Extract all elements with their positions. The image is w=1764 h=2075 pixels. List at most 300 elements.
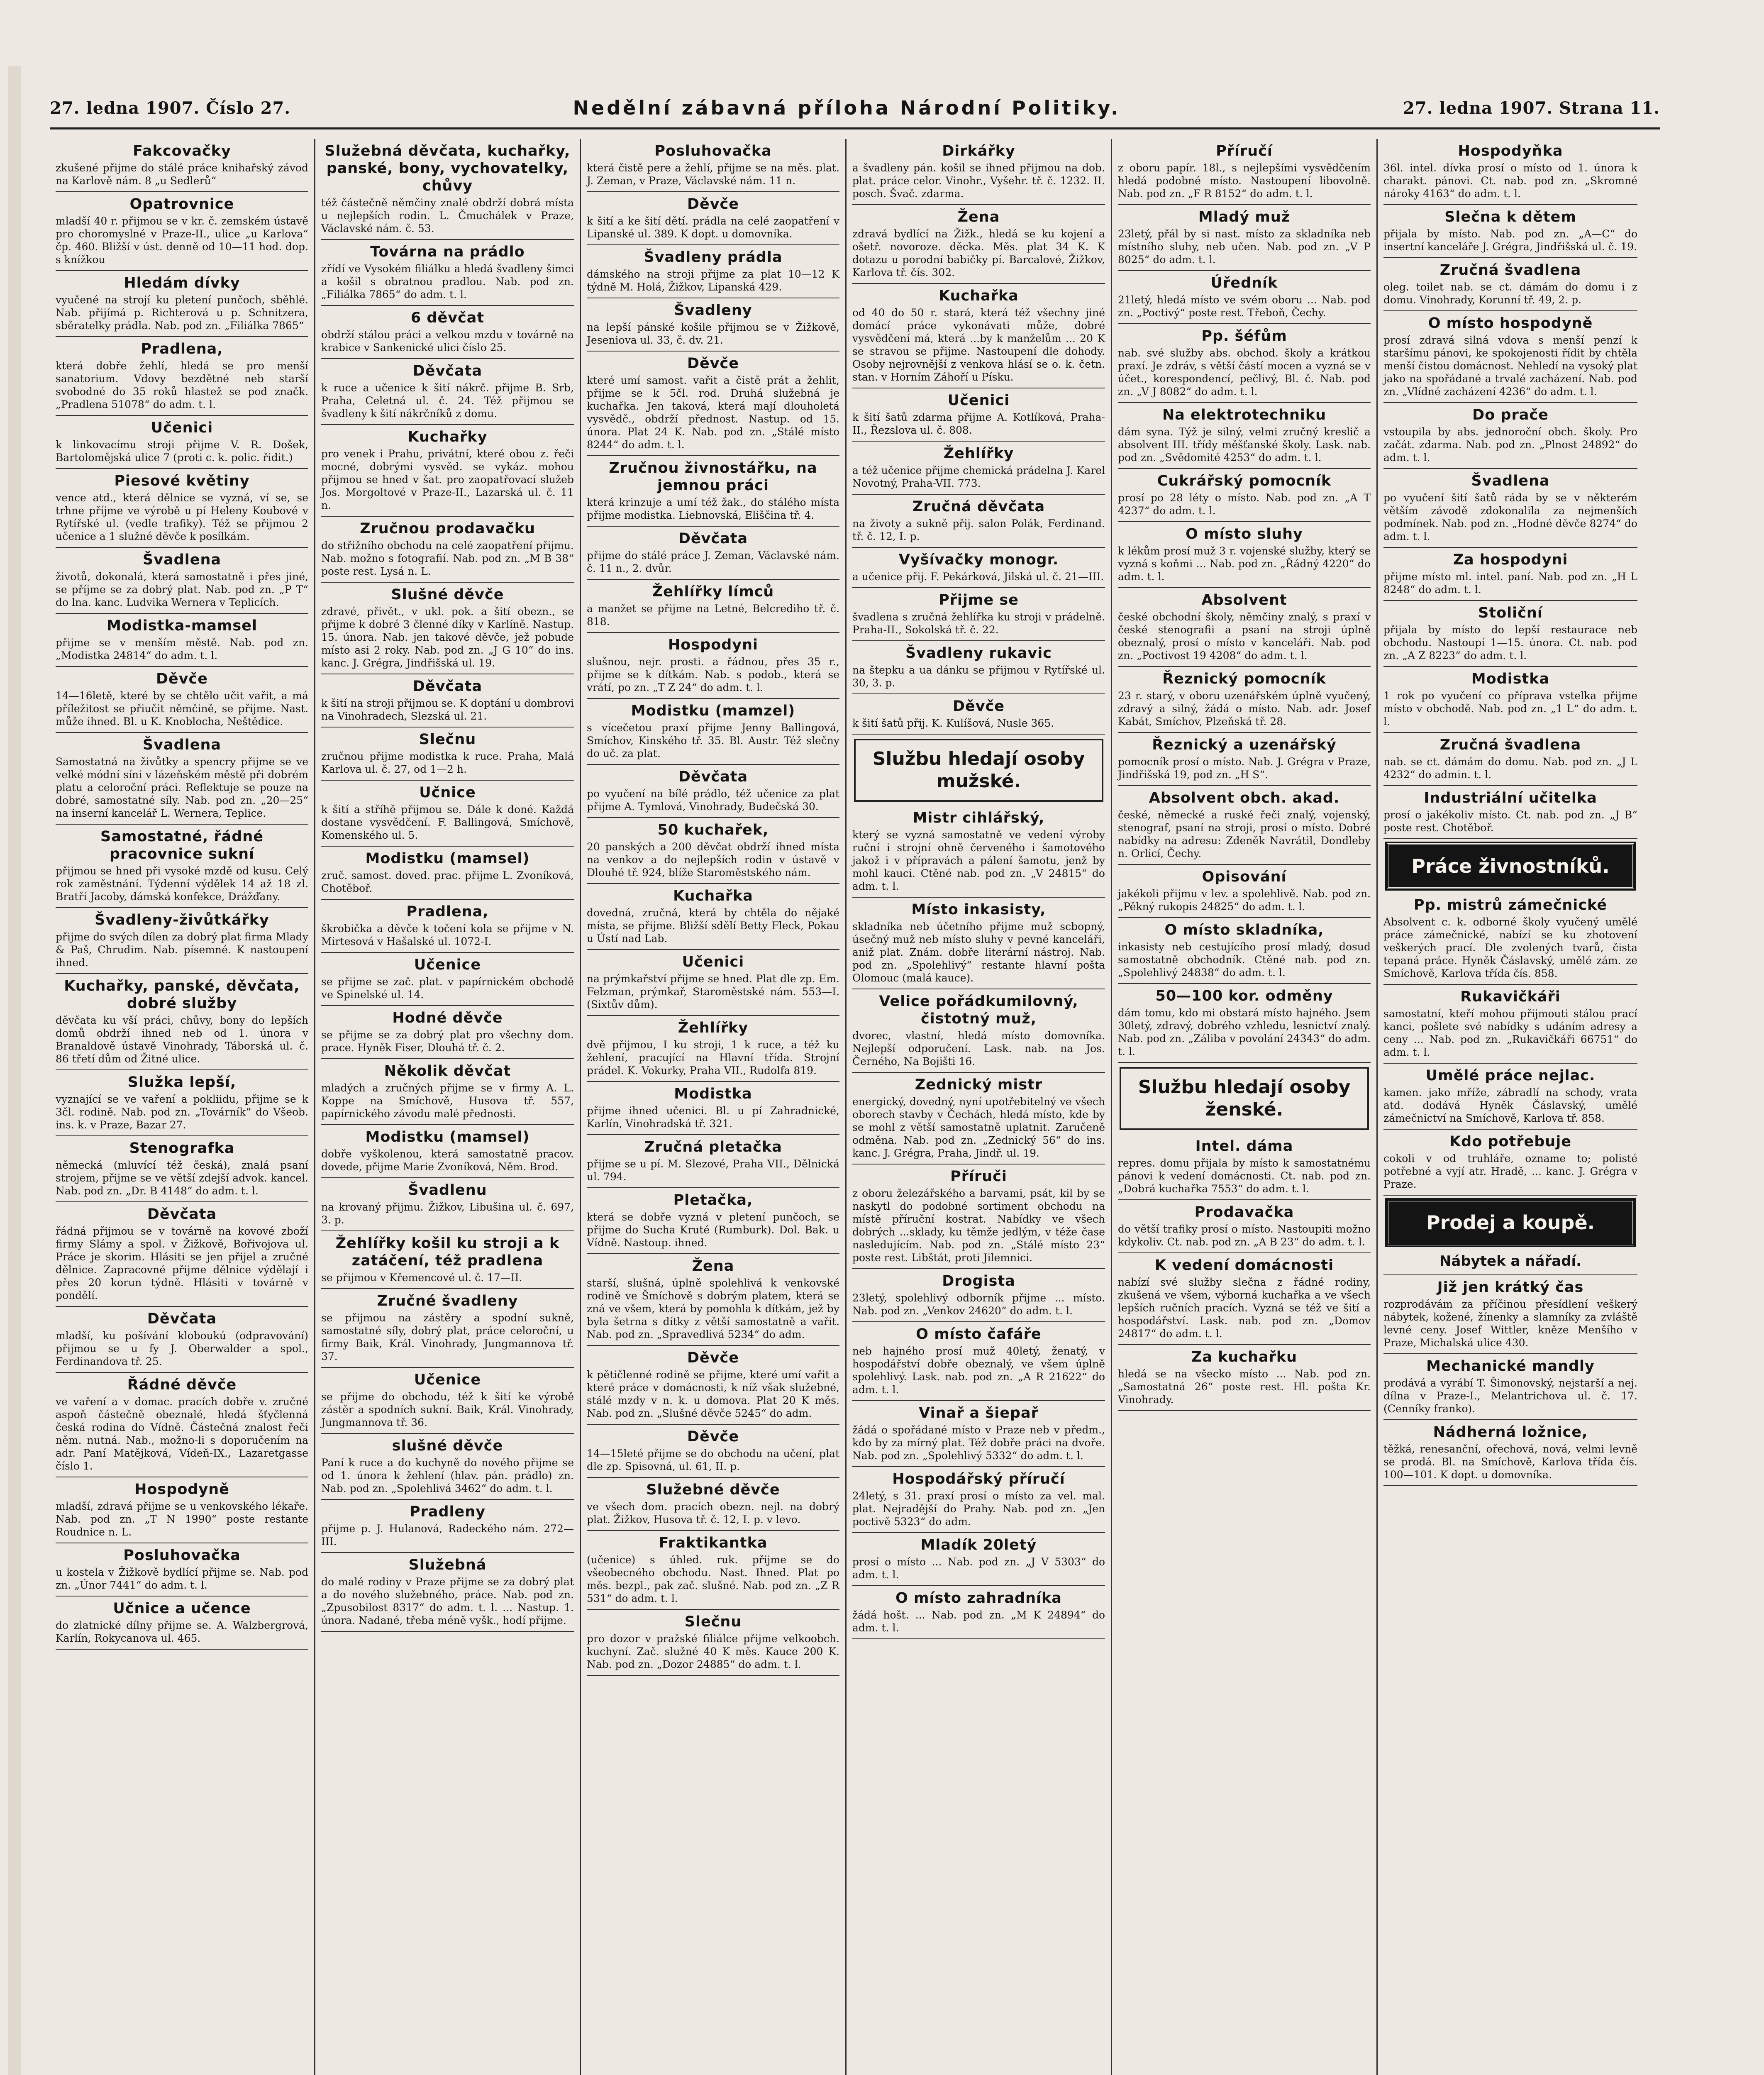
classified-ad	[321, 240, 574, 306]
ad-text: jakékoli přijmu v lev. a spolehlivě. Nab. pod zn. „Pěkný rukopis 24825“ do adm. t. l.	[1118, 888, 1371, 913]
classified-ad	[1383, 403, 1637, 469]
classified-ad	[1118, 139, 1371, 205]
ad-heading: Samostatné, řádné pracovnice sukní	[100, 828, 264, 862]
classified-ad	[1383, 786, 1637, 839]
ad-text: těžká, renesanční, ořechová, nová, velmi levně se prodá. Bl. na Smíchově, Karlova třída čís. 100—101. K dopt. u domovníka.	[1383, 1443, 1637, 1481]
classified-ad	[852, 1467, 1105, 1533]
ad-heading: Děvče	[687, 1350, 739, 1366]
classified-ad	[321, 1500, 574, 1553]
classified-ad	[852, 1401, 1105, 1467]
ad-heading: Děvče	[156, 671, 208, 687]
ad-heading: Učnice a učence	[113, 1600, 251, 1617]
classified-ad	[587, 1254, 839, 1346]
ad-text: vyznající se ve vaření a pokliidu, přijme se k 3čl. rodině. Nab. pod zn. „Továrník“ do Všeob. ins. k. v Praze, Bazar 27.	[56, 1093, 308, 1131]
ad-heading: Švadleny prádla	[644, 249, 783, 266]
classified-ad	[321, 727, 574, 781]
ad-heading: O místo sluhy	[1186, 526, 1303, 542]
ad-heading: Cukrářský pomocník	[1157, 473, 1332, 489]
ad-heading: Hodné děvče	[392, 1010, 503, 1026]
classified-ad	[1383, 601, 1637, 667]
classified-ad	[1383, 139, 1637, 205]
ad-text: přijme do svých dílen za dobrý plat firma Mlady & Paš, Chrudim. Nab. písemné. K nastoupení ihned.	[56, 931, 308, 969]
ad-heading: Zručné švadleny	[377, 1293, 518, 1309]
classified-ad	[56, 908, 308, 974]
classified-ad	[1383, 667, 1637, 733]
classified-ad	[1383, 1420, 1637, 1486]
ad-heading: slušné děvče	[392, 1438, 503, 1454]
ad-heading: Mladý muž	[1198, 209, 1291, 225]
ad-text: dám tomu, kdo mi obstará místo hajného. Jsem 30letý, zdravý, dobrého vzhledu, lesnictví znalý. Nab. pod zn. „Záliba v povolání 24343“ do adm. t. l.	[1118, 1007, 1371, 1057]
section-box: Službu hledají osoby ženské.	[1120, 1067, 1369, 1130]
ad-text: dvorec, vlastní, hledá místo domovníka. Nejlepší odporučení. Lask. nab. na Jos. Černého, Na Bojišti 16.	[852, 1030, 1105, 1067]
classified-ad	[321, 900, 574, 953]
ad-text: do střižního obchodu na celé zaopatření přijmu. Nab. možno s fotografií. Nab. pod zn. „M B 38“ poste rest. Lysá n. L.	[321, 540, 574, 577]
classified-ad	[1118, 588, 1371, 667]
ad-heading: Zručnou prodavačku	[360, 520, 535, 537]
classified-ad	[56, 1070, 308, 1136]
ad-heading: Pp. mistrů zámečnické	[1413, 897, 1608, 913]
classified-ad	[1118, 733, 1371, 786]
ad-text: pomocník prosí o místo. Nab. J. Grégra v Praze, Jindřišská 19, pod zn. „H S“.	[1118, 756, 1371, 781]
ad-text: české, německé a ruské řeči znalý, vojenský, stenograf, psaní na stroji, prosí o místo. Dobré nabídky na adresu: Zdeněk Navrátil, Dondleby n. Orlicí, Čechy.	[1118, 809, 1371, 859]
ad-text: 23letý, spolehlivý odborník přijme ... místo. Nab. pod zn. „Venkov 24620“ do adm. t. l.	[852, 1292, 1105, 1317]
ad-heading: Švadlenu	[408, 1182, 487, 1199]
classified-ad	[852, 205, 1105, 284]
ad-heading: Posluhovačka	[654, 143, 772, 159]
classified-ad	[852, 1073, 1105, 1164]
masthead	[50, 93, 1660, 129]
ad-heading: Žehlířky	[678, 1020, 749, 1036]
ad-columns	[50, 139, 1660, 2075]
ad-text: přijala by místo. Nab. pod zn. „A—C“ do insertní kanceláře J. Grégra, Jindřišská ul. č. 19.	[1383, 228, 1637, 253]
ad-text: dám syna. Týž je silný, velmi zručný kreslič a absolvent III. třídy měšťanské školy. Lask. nab. pod zn. „Svědomité 4253“ do adm. t. l.	[1118, 426, 1371, 464]
ad-heading: Stenografka	[129, 1140, 235, 1157]
ad-heading: Služebná děvčata, kuchařky, panské, bony, vychovatelky, chůvy	[324, 143, 571, 194]
ad-text: a švadleny pán. košil se ihned přijmou na dob. plat. práce celor. Vinohr., Vyšehr. tř. č. 1232. II. posch. Švač. zdarma.	[852, 162, 1105, 200]
ad-text: z oboru železářského a barvami, psát, kil by se naskytl do podobné sortiment obchodu na místě příruční kostrat. Nabídky ve všech dobrých ...sklady, ku těmže jedlým, v téže čase nasledujícím. Nab. pod zn. „Stálé místo 23“ poste rest. Libštát, proti Jilemnici.	[852, 1187, 1105, 1264]
ad-heading: Kuchařky, panské, děvčata, dobré služby	[64, 978, 300, 1012]
classified-ad	[56, 192, 308, 271]
classified-ad	[56, 974, 308, 1070]
ad-column-2	[315, 139, 581, 2075]
classified-ad	[587, 1346, 839, 1425]
ad-text: k šití a stříhě přijmou se. Dále k doné. Každá dostane vysvědčení. F. Ballingová, Smíchově, Komenského ul. 5.	[321, 803, 574, 841]
ad-text: přijme se u pí. M. Slezové, Praha VII., Dělnická ul. 794.	[587, 1158, 839, 1183]
ad-text: která se dobře vyzná v pletení punčoch, se přijme do Sucha Kruté (Rumburk). Dol. Bak. u Vídně. Nastoup. ihned.	[587, 1211, 839, 1249]
classified-ad	[852, 641, 1105, 694]
ad-heading: Intel. dáma	[1195, 1138, 1293, 1155]
ad-heading: Švadlena	[143, 552, 221, 568]
classified-ad	[56, 1136, 308, 1202]
ad-heading: Piesové květiny	[114, 473, 250, 489]
ad-heading: Slušné děvče	[391, 586, 504, 603]
ad-column-3	[581, 139, 847, 2075]
ad-text: 1 rok po vyučení co příprava vstelka přijme místo v obchodě. Nab. pod zn. „1 L“ do adm. t. l.	[1383, 690, 1637, 727]
classified-ad	[321, 1231, 574, 1289]
ad-heading: Již jen krátký čas	[1437, 1279, 1584, 1296]
ad-heading: O místo hospodyně	[1428, 315, 1593, 332]
ad-text: kamen. jako mříže, zábradlí na schody, vrata atd. dodává Hyněk Čáslavský, umělé zámečnictví na Smíchově, Karlova tř. 858.	[1383, 1086, 1637, 1124]
classified-ad	[56, 469, 308, 548]
ad-text: na krovaný přijmu. Žižkov, Libušina ul. č. 697, 3. p.	[321, 1201, 574, 1226]
classified-ad	[587, 245, 839, 298]
ad-heading: Děvče	[687, 1428, 739, 1445]
ad-text: 36l. intel. dívka prosí o místo od 1. února k charakt. pánovi. Ct. nab. pod zn. „Skromné nároky 4163“ do adm. t. l.	[1383, 162, 1637, 200]
classified-ad	[587, 950, 839, 1016]
classified-ad	[56, 614, 308, 667]
classified-ad	[56, 667, 308, 733]
classified-ad	[1118, 403, 1371, 469]
ad-text: žádá o spořádané místo v Praze neb v předm., kdo by za mírný plat. Též dobře práci na dvoře. Nab. pod zn. „Spolehlivý 5332“ do adm. t. l.	[852, 1424, 1105, 1462]
ad-text: cokoli v od truhláře, ozname to; polisté potřebné a vyjí atr. Hradě, ... kanc. J. Grégra v Praze.	[1383, 1152, 1637, 1190]
ad-text: německá (mluvící též česká), znalá psaní strojem, přijme se ve větší zdejší advok. kancel. Nab. pod zn. „Dr. B 4148“ do adm. t. l.	[56, 1159, 308, 1197]
ad-text: na prýmkařství přijme se hned. Plat dle zp. Em. Felzman, prýmkař, Staroměstské nám. 553—I. (Sixtův dům).	[587, 973, 839, 1011]
ad-text: která čistě pere a žehlí, přijme se na měs. plat. J. Zeman, v Praze, Václavské nám. 11 n.	[587, 162, 839, 187]
header-date-right: 27. ledna 1907. Strana 11.	[1403, 98, 1660, 118]
classified-ad	[321, 674, 574, 727]
ad-heading: Učenici	[682, 954, 744, 970]
ad-text: k ruce a učenice k šití nákrč. přijme B. Srb, Praha, Celetná ul. č. 24. Též přijmou se švadleny k šití nákrčníků z domu.	[321, 382, 574, 420]
ad-heading: Řádné děvče	[127, 1377, 237, 1393]
classified-ad	[56, 416, 308, 469]
classified-ad	[321, 781, 574, 847]
ad-heading: Zednický mistr	[915, 1077, 1043, 1093]
ad-column-1	[50, 139, 315, 2075]
classified-ad	[1383, 1130, 1637, 1196]
ad-text: životů, dokonalá, která samostatně i přes jiné, se příjme se za dobrý plat. Nab. pod zn. „P T“ do lna. kanc. Ludvika Wernera v Teplicích.	[56, 571, 308, 608]
classified-ad	[1118, 667, 1371, 733]
ad-text: 23letý, přál by si nast. místo za skladníka neb místního sluhy, neb učen. Nab. pod zn. „V P 8025“ do adm. t. l.	[1118, 228, 1371, 266]
classified-ad	[852, 388, 1105, 442]
classified-ad	[56, 1477, 308, 1543]
ad-heading: Švadleny-živůtkářky	[95, 912, 269, 928]
ad-heading: Mistr cihlářský,	[912, 810, 1045, 826]
classified-ad	[321, 306, 574, 359]
ad-text: s vícečetou praxí přijme Jenny Ballingová, Smíchov, Kinského tř. 35. Bl. Austr. Též slečny do uč. za plat.	[587, 722, 839, 759]
ad-text: na lepší pánské košile přijmou se v Žižkově, Jeseniova ul. 33, č. dv. 21.	[587, 321, 839, 346]
classified-ad	[852, 989, 1105, 1073]
classified-ad	[852, 588, 1105, 641]
ad-heading: Velice pořádkumilovný, čistotný muž,	[879, 993, 1078, 1027]
classified-ad	[587, 352, 839, 456]
ad-text: prosí zdravá silná vdova s menší penzí k staršímu pánovi, ke spokojenosti řídit by chtěla menší čistou domácnost. Nehledí na vysoký plat jako na spořádané a trvalé zacházení. Nab. pod zn. „Vlídné zacházení 4236“ do adm. t. l.	[1383, 334, 1637, 398]
ad-heading: Děvčata	[678, 769, 748, 785]
ad-heading: 50—100 kor. odměny	[1155, 988, 1333, 1004]
classified-ad	[1383, 469, 1637, 548]
ad-heading: Vyšívačky monogr.	[898, 552, 1059, 568]
ad-text: prosí po 28 léty o místo. Nab. pod zn. „A T 4237“ do adm. t. l.	[1118, 492, 1371, 517]
ad-text: Samostatná na živůtky a spencry přijme se ve velké módní síni v lázeňském městě při dobrém platu a celoroční práci. Reflektuje se pouze na dobré, samostatné síly. Nab. pod zn. „20—25“ na inserní kancelář L. Wernera, Teplice.	[56, 756, 308, 819]
ad-text: k šití a ke šití dětí. prádla na celé zaopatření v Lipanské ul. 389. K dopt. u domovníka.	[587, 215, 839, 240]
ad-heading: Učnice	[419, 784, 476, 801]
ad-heading: Modistka	[1471, 671, 1550, 687]
classified-ad	[587, 699, 839, 765]
classified-ad	[56, 139, 308, 192]
ad-heading: Hospodářský příručí	[892, 1471, 1065, 1487]
ad-heading: Zručnou živnostářku, na jemnou práci	[609, 460, 817, 494]
ad-text: Paní k ruce a do kuchyně do nového přijme se od 1. února k žehlení (hlav. pán. prádlo) zn. Nab. pod zn. „Spolehlivá 3462“ do adm. t. l.	[321, 1457, 574, 1494]
ad-text: hledá se na všecko místo ... Nab. pod zn. „Samostatná 26“ poste rest. Hl. pošta Kr. Vinohrady.	[1118, 1368, 1371, 1406]
classified-ad	[1118, 1345, 1371, 1411]
ad-heading: Děvče	[687, 355, 739, 372]
header-date-left: 27. ledna 1907. Číslo 27.	[50, 98, 291, 118]
ad-heading: Učenici	[947, 392, 1010, 409]
classified-ad	[321, 1125, 574, 1178]
ad-heading: Posluhovačka	[123, 1547, 241, 1564]
classified-ad	[587, 1016, 839, 1082]
ad-heading: Švadlena	[143, 737, 221, 753]
classified-ad	[1383, 205, 1637, 258]
classified-ad	[321, 425, 574, 517]
classified-ad	[587, 139, 839, 192]
ad-heading: Děvčata	[412, 363, 483, 379]
ad-heading: Žehlířky	[943, 445, 1014, 462]
ad-heading: K vedení domácnosti	[1154, 1257, 1334, 1274]
ad-text: prodává a vyrábí T. Šimonovský, nejstarší a nej. dílna v Praze-I., Melantrichova ul. č. 17. (Cenníky franko).	[1383, 1377, 1637, 1415]
ad-heading: Drogista	[942, 1273, 1015, 1289]
section-banner: Práce živnostníků.	[1387, 843, 1634, 889]
ad-text: přijala by místo do lepší restaurace neb obchodu. Nastoupí 1—15. února. Ct. nab. pod zn. „A Z 8223“ do adm. t. l.	[1383, 624, 1637, 662]
classified-ad	[56, 1373, 308, 1477]
newspaper-page	[50, 93, 1660, 2075]
ad-text: z oboru papír. 18l., s nejlepšími vysvědčením hledá podobné místo. Nastoupení libovolně. Nab. pod zn. „F R 8152“ do adm. t. l.	[1118, 162, 1371, 200]
ad-text: 20 panských a 200 děvčat obdrží ihned místa na venkov a do nejlepších rodin v ústavě v Dlouhé tř. 924, blíže Staroměstského nám.	[587, 841, 839, 879]
ad-heading: Žena	[957, 209, 1000, 225]
ad-heading: Pradlena,	[141, 341, 223, 357]
ad-heading: Místo inkasisty,	[911, 901, 1046, 918]
ad-text: zřídí ve Vysokém filiálku a hledá švadleny šimci a košil s obratnou pradlou. Nab. pod zn. „Filiálka 7865“ do adm. t. l.	[321, 263, 574, 300]
classified-ad	[587, 884, 839, 950]
ad-heading: Kdo potřebuje	[1449, 1133, 1571, 1150]
section-subheading: Nábytek a nářadí.	[1383, 1250, 1637, 1275]
classified-ad	[56, 1202, 308, 1307]
ad-heading: Za hospodyni	[1453, 552, 1568, 568]
classified-ad	[321, 583, 574, 674]
ad-heading: Továrna na prádlo	[370, 244, 525, 260]
ad-heading: Pp. šéfům	[1201, 328, 1287, 344]
ad-heading: 50 kuchařek,	[657, 822, 769, 838]
ad-heading: Do prače	[1472, 407, 1549, 423]
ad-text: 23 r. starý, v oboru uzenářském úplně vyučený, zdravý a silný, žádá o místo. Nab. adr. Josef Kabát, Smíchov, Plzeňská tř. 28.	[1118, 690, 1371, 727]
ad-text: 14—16letě, které by se chtělo učit vařit, a má příležitost se přiučit němčině, se přijme. Nast. může ihned. Bl. u K. Knoblocha, Neštědice.	[56, 690, 308, 727]
ad-heading: Modistku (mamsel)	[365, 850, 530, 867]
ad-text: oleg. toilet nab. se ct. dámám do domu i z domu. Vinohrady, Korunní tř. 49, 2. p.	[1383, 281, 1637, 306]
ad-text: u kostela v Žižkově bydlící přijme se. Nab. pod zn. „Únor 7441“ do adm. t. l.	[56, 1566, 308, 1591]
classified-ad	[587, 1531, 839, 1610]
ad-text: škrobička a děvče k točení kola se přijme v N. Mirtesová v Hašalské ul. 1072-I.	[321, 923, 574, 947]
ad-heading: Švadlena	[1471, 473, 1550, 489]
ad-heading: Industriální učitelka	[1424, 790, 1597, 806]
ad-text: přijmou se hned při vysoké mzdě od kusu. Celý rok zaměstnání. Týdenní výdělek 14 až 18 zl. Bratří Jacoby, dámská konfekce, Drážďany.	[56, 865, 308, 903]
ad-text: dvě přijmou, I ku stroji, 1 k ruce, a též ku žehlení, pracující na Hlavní třída. Strojní prádel. K. Vokurky, Praha VII., Rudolfa 819.	[587, 1039, 839, 1077]
classified-ad	[1118, 1134, 1371, 1200]
classified-ad	[321, 139, 574, 240]
ad-heading: Švadleny rukavic	[905, 645, 1052, 662]
ad-text: žádá hošt. ... Nab. pod zn. „M K 24894“ do adm. t. l.	[852, 1609, 1105, 1634]
ad-text: se přijme do obchodu, též k šití ke výrobě zástěr a spodních sukní. Baik, Král. Vinohrady, Jungmannova tř. 36.	[321, 1391, 574, 1428]
classified-ad	[852, 548, 1105, 588]
ad-text: prosí o jakékoliv místo. Ct. nab. pod zn. „J B“ poste rest. Chotěboř.	[1383, 809, 1637, 834]
classified-ad	[587, 192, 839, 245]
ad-heading: Hospodyni	[668, 637, 759, 653]
ad-heading: Stoliční	[1478, 605, 1543, 621]
ad-heading: Děvče	[687, 196, 739, 212]
classified-ad	[321, 847, 574, 900]
classified-ad	[1383, 1275, 1637, 1354]
ad-text: mladší 40 r. přijmou se v kr. č. zemském ústavě pro choromyslné v Praze-II., ulice „u Karlova“ čp. 460. Bližší v úst. denně od 10—11 hod. dop. s knížkou	[56, 215, 308, 266]
classified-ad	[852, 139, 1105, 205]
ad-text: prosí o místo ... Nab. pod zn. „J V 5303“ do adm. t. l.	[852, 1556, 1105, 1581]
classified-ad	[587, 580, 839, 633]
ad-heading: Pradleny	[409, 1504, 486, 1520]
ad-text: na štepku a ua dánku se přijmou v Rytířské ul. 30, 3. p.	[852, 664, 1105, 689]
ad-heading: Prodavačka	[1194, 1204, 1294, 1221]
ad-text: přijme ihned učenici. Bl. u pí Zahradnické, Karlín, Vinohradská tř. 321.	[587, 1105, 839, 1130]
ad-text: repres. domu přijala by místo k samostatnému pánovi k vedení domácnosti. Ct. nab. pod zn. „Dobrá kuchařka 7553“ do adm. t. l.	[1118, 1157, 1371, 1195]
ad-text: od 40 do 50 r. stará, která též všechny jiné domácí práce vykonávati může, dobré vysvědčení má, která ...by k manželům ... 20 K se stravou se přijme. Nastoupení dle dohody. Osoby nejrovnější z venkova hlásí se o. k. četn. stan. v Horním Záhoří u Písku.	[852, 307, 1105, 383]
ad-heading: Hledám dívky	[124, 275, 240, 291]
page-edge	[8, 66, 21, 2075]
ad-heading: O místo skladníka,	[1164, 922, 1324, 938]
ad-heading: Děvčata	[412, 678, 483, 695]
ad-heading: Švadleny	[674, 302, 752, 319]
classified-ad	[587, 1610, 839, 1676]
ad-heading: Rukavičkáři	[1460, 989, 1561, 1005]
ad-text: nabízí své služby slečna z řádné rodiny, zkušená ve všem, výborná kuchařka a ve všech lepších ručních pracích. Vyzná se též ve šití a hospodářství. Lask. nab. pod zn. „Domov 24817“ do adm. t. l.	[1118, 1276, 1371, 1340]
classified-ad	[1383, 985, 1637, 1064]
classified-ad	[587, 818, 839, 884]
ad-column-5	[1112, 139, 1378, 2075]
classified-ad	[1118, 205, 1371, 271]
ad-heading: Kuchařka	[673, 888, 753, 904]
classified-ad	[587, 298, 839, 352]
classified-ad	[56, 1307, 308, 1373]
ad-text: zdravá bydlící na Žižk., hledá se ku kojení a ošetř. novoroze. děcka. Měs. plat 34 K. K dotazu u porodní babičky pí. Barcalové, Žižkov, Karlova tř. čís. 302.	[852, 228, 1105, 278]
ad-text: obdrží stálou práci a velkou mzdu v továrně na krabice v Sankenické ulici číslo 25.	[321, 329, 574, 354]
classified-ad	[1118, 1200, 1371, 1253]
ad-text: vstoupila by abs. jednoroční obch. školy. Pro začát. zdarma. Nab. pod zn. „Plnost 24892“ do adm. t. l.	[1383, 426, 1637, 464]
ad-heading: Zručná děvčata	[912, 498, 1045, 515]
ad-text: rozprodávám za příčinou přesídlení veškerý nábytek, kožené, žínenky a slamníky za zvláště levné ceny. Josef Wittler, kněze Menšího v Praze, Michalská ulice 430.	[1383, 1298, 1637, 1349]
ad-heading: O místo zahradníka	[895, 1590, 1062, 1606]
ad-heading: Slečnu	[684, 1614, 742, 1630]
classified-ad	[1383, 548, 1637, 601]
classified-ad	[587, 633, 839, 699]
ad-text: dovedná, zručná, která by chtěla do nějaké místa, se přijme. Bližší sdělí Betty Fleck, Pokau u Ústí nad Lab.	[587, 907, 839, 945]
classified-ad	[852, 1164, 1105, 1269]
ad-text: řádná přijmou se v továrně na kovové zboží firmy Slámy a spol. v Žižkově, Bořivojova ul. Práce je skorim. Hlásiti se jen přijel a zručné dělnice. Zapracovné přijme dělnice výdělají i přes 20 korun týdně. Hlásiti v továrně v pondělí.	[56, 1225, 308, 1301]
classified-ad	[321, 953, 574, 1006]
classified-ad	[852, 1533, 1105, 1586]
classified-ad	[852, 442, 1105, 495]
ad-heading: Slečnu	[419, 731, 476, 748]
ad-text: se přijme se za dobrý plat pro všechny dom. prace. Hyněk Fiser, Dlouhá tř. č. 2.	[321, 1029, 574, 1054]
header-title: Nedělní zábavná příloha Národní Politiky.	[573, 97, 1121, 119]
ad-heading: Nádherná ložnice,	[1433, 1424, 1588, 1440]
ad-text: pro venek i Prahu, privátní, které obou z. řeči mocné, dobrými vysvěd. se vykáz. mohou přijmou se hned v šat. pro zaopatřovací služeb Jos. Morgoltové v Praze-II., Lazarská ul. č. 11 n.	[321, 448, 574, 511]
ad-text: která dobře žehlí, hledá se pro menší sanatorium. Vdovy bezdětné neb starší svobodné do 35 roků hlastež se pod značk. „Pradlena 51078“ do adm. t. l.	[56, 360, 308, 410]
ad-text: zručnou přijme modistka k ruce. Praha, Malá Karlova ul. č. 27, od 1—2 h.	[321, 750, 574, 775]
ad-heading: Modistku (mamsel)	[365, 1129, 530, 1145]
ad-text: 21letý, hledá místo ve svém oboru ... Nab. pod zn. „Poctivý“ poste rest. Třeboň, Čechy.	[1118, 294, 1371, 319]
ad-heading: 6 děvčat	[410, 310, 485, 326]
ad-text: přijme do stálé práce J. Zeman, Václavské nám. č. 11 n., 2. dvůr.	[587, 549, 839, 574]
ad-heading: Slečna k dětem	[1444, 209, 1576, 225]
ad-column-4	[847, 139, 1112, 2075]
ad-heading: Služebná	[408, 1557, 487, 1573]
ad-heading: Zručná švadlena	[1440, 737, 1581, 753]
classified-ad	[1383, 893, 1637, 985]
ad-heading: Učenice	[414, 957, 481, 973]
classified-ad	[56, 271, 308, 337]
ad-text: přijme p. J. Hulanová, Radeckého nám. 272—III.	[321, 1523, 574, 1548]
classified-ad	[852, 495, 1105, 548]
ad-heading: Kuchařka	[939, 288, 1019, 304]
ad-heading: Vinař a šiepař	[919, 1405, 1039, 1421]
ad-text: a též učenice přijme chemická prádelna J. Karel Novotný, Praha-VII. 773.	[852, 464, 1105, 489]
ad-heading: Příručí	[1216, 143, 1273, 159]
classified-ad	[1118, 324, 1371, 403]
classified-ad	[56, 1597, 308, 1650]
ad-text: po vyučení na bílé prádlo, též učenice za plat přijme A. Tymlová, Vinohrady, Budečská 30.	[587, 788, 839, 813]
ad-heading: Několik děvčat	[384, 1063, 511, 1079]
ad-text: dámského na stroji přijme za plat 10—12 K týdně M. Holá, Žižkov, Lipanská 429.	[587, 268, 839, 293]
ad-text: (učenice) s úhled. ruk. přijme se do všeobecného obchodu. Nast. Ihned. Plat po měs. bezpl., pak zač. slušné. Nab. pod zn. „Z R 531“ do adm. t. l.	[587, 1554, 839, 1604]
ad-heading: Přijme se	[939, 592, 1019, 608]
ad-text: se přijmou v Křemencové ul. č. 17—II.	[321, 1272, 522, 1284]
ad-text: přijme místo ml. intel. paní. Nab. pod zn. „H L 8248“ do adm. t. l.	[1383, 571, 1637, 596]
classified-ad	[1118, 469, 1371, 522]
ad-heading: Absolvent obch. akad.	[1149, 790, 1340, 806]
ad-text: po vyučení šití šatů ráda by se v některém větším závodě zdokonalila za nejmenších podmínek. Nab. pod zn. „Hodné děvče 8274“ do adm. t. l.	[1383, 492, 1637, 542]
ad-text: energický, dovedný, nyní upotřebitelný ve všech oborech stavby v Čechách, hledá místo, kde by se mohl z větší samostatně uplatnit. Zaručeně odměna. Nab. pod zn. „Zednický 56“ do ins. kanc. J. Grégra, Praha, Jindř. ul. 19.	[852, 1096, 1105, 1159]
ad-column-6	[1378, 139, 1643, 2075]
classified-ad	[587, 1478, 839, 1531]
ad-text: vyučené na strojí ku pletení punčoch, sběhlé. Nab. přijímá p. Richterová u p. Schnitzera, sběratelky prádla. Nab. pod zn. „Filiálka 7865“	[56, 294, 308, 332]
ad-text: nab. se ct. dámám do domu. Nab. pod zn. „J L 4232“ do admin. t. l.	[1383, 756, 1637, 781]
classified-ad	[852, 1586, 1105, 1639]
ad-text: mladší, ku pošívání kloboukú (odpravování) přijmou se u fy J. Oberwalder a spol., Ferdinandova tř. 25.	[56, 1330, 308, 1367]
ad-heading: Absolvent	[1201, 592, 1287, 608]
classified-ad	[1383, 258, 1637, 311]
ad-text: do malé rodiny v Praze přijme se za dobrý plat a do nového služebného, práce. Nab. pod zn. „Zpusobilost 8317“ do adm. t. l. ... Nastup. 1. února. Nadané, třeba méně vyšk., hodí přijme.	[321, 1576, 574, 1626]
classified-ad	[852, 1269, 1105, 1322]
ad-text: k šití šatů přij. K. Kulíšová, Nusle 365.	[852, 717, 1054, 729]
ad-text: též částečně němčiny znalé obdrží dobrá místa u nejlepších rodin. L. Čmuchálek v Praze, Václavské nám. č. 53.	[321, 197, 574, 234]
ad-heading: Žehlířky košil ku stroji a k zatáčení, též pradlena	[335, 1235, 560, 1269]
classified-ad	[587, 1188, 839, 1254]
classified-ad	[321, 1434, 574, 1500]
classified-ad	[1118, 984, 1371, 1063]
classified-ad	[321, 1059, 574, 1125]
classified-ad	[56, 825, 308, 908]
ad-text: mladší, zdravá přijme se u venkovského lékaře. Nab. pod zn. „T N 1990“ poste restante Roudnice n. L.	[56, 1500, 308, 1538]
classified-ad	[587, 1082, 839, 1135]
ad-heading: Na elektrotechniku	[1162, 407, 1327, 423]
section-banner: Prodej a koupě.	[1387, 1200, 1634, 1245]
ad-heading: Děvčata	[678, 530, 748, 547]
ad-heading: Učenici	[151, 420, 213, 436]
ad-heading: Zručná švadlena	[1440, 262, 1581, 278]
ad-heading: Mladík 20letý	[920, 1537, 1037, 1553]
ad-text: k šití šatů zdarma přijme A. Kotlíková, Praha-II., Řezslova ul. č. 808.	[852, 411, 1105, 436]
classified-ad	[1118, 865, 1371, 918]
ad-text: 14—15leté přijme se do obchodu na učení, plat dle zp. Spisovná, ul. 61, II. p.	[587, 1448, 839, 1472]
classified-ad	[1118, 271, 1371, 324]
ad-text: pro dozor v pražské filiálce přijme velkoobch. kuchyní. Zač. služné 40 K měs. Kauce 200 K. Nab. pod zn. „Dozor 24885“ do adm. t. l.	[587, 1633, 839, 1670]
classified-ad	[321, 1006, 574, 1059]
ad-heading: Příruči	[950, 1168, 1007, 1185]
